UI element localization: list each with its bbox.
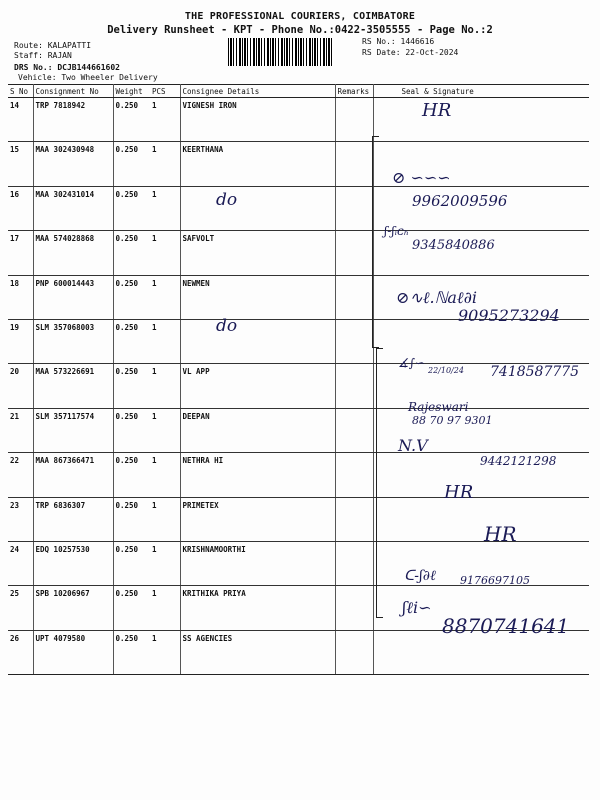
cell-remarks: [335, 275, 373, 319]
table-row: [8, 319, 589, 363]
cell-weight: 0.250: [113, 586, 150, 630]
rs-date: RS Date: 22-Oct-2024: [362, 48, 459, 57]
table-row: [8, 408, 589, 452]
cell-consignment: SLM 357068003: [33, 319, 113, 363]
signature-scribble: ⊘∿ℓ.ℕaℓ∂i: [396, 288, 477, 307]
cell-sno: 26: [8, 630, 33, 674]
signature-scribble: ᑕ-ʃ∂ℓ: [404, 568, 436, 584]
cell-weight: 0.250: [113, 541, 150, 585]
signature-scribble: ʃ-ʃᵢᴄₕ: [384, 224, 409, 238]
cell-consignee: [180, 186, 335, 230]
cell-remarks: [335, 98, 373, 142]
cell-consignee: SS AGENCIES: [180, 630, 335, 674]
pen-bracket: [376, 348, 383, 618]
cell-consignee: KRITHIKA PRIYA: [180, 586, 335, 630]
cell-sno: 16: [8, 186, 33, 230]
cell-weight: 0.250: [113, 319, 150, 363]
cell-pcs: 1: [150, 186, 180, 230]
staff-label: Staff: RAJAN: [14, 51, 72, 60]
cell-pcs: 1: [150, 364, 180, 408]
cell-sno: 14: [8, 98, 33, 142]
ditto-mark: do: [216, 190, 238, 210]
barcode: [228, 38, 334, 66]
cell-consignment: SPB 10206967: [33, 586, 113, 630]
cell-pcs: 1: [150, 453, 180, 497]
signature-scribble: ∡∫∽: [398, 356, 426, 370]
cell-pcs: 1: [150, 98, 180, 142]
col-consignee: Consignee Details: [180, 85, 335, 98]
cell-consignee: PRIMETEX: [180, 497, 335, 541]
signature-row-23: HR: [444, 482, 474, 503]
cell-remarks: [335, 497, 373, 541]
signature-name-row-22: N.V: [398, 436, 428, 455]
drs-number: DRS No.: DCJB144661602: [14, 63, 120, 72]
col-consignment: Consignment No: [33, 85, 113, 98]
table-row: [8, 142, 589, 186]
signature-row-24: HR: [484, 522, 517, 546]
cell-sno: 23: [8, 497, 33, 541]
runsheet-subtitle: Delivery Runsheet - KPT - Phone No.:0422-3505555 - Page No.:2: [107, 24, 493, 36]
cell-consignee: SAFVOLT: [180, 231, 335, 275]
cell-remarks: [335, 541, 373, 585]
cell-weight: 0.250: [113, 275, 150, 319]
cell-consignment: MAA 573226691: [33, 364, 113, 408]
cell-consignment: MAA 302431014: [33, 186, 113, 230]
cell-consignment: MAA 302430948: [33, 142, 113, 186]
signature-row-25: 9176697105: [460, 574, 530, 587]
pen-bracket: [372, 136, 379, 348]
signature-date-row-20: 22/10/24: [428, 366, 464, 375]
signature-row-16: 9962009596: [412, 192, 508, 210]
cell-signature: [373, 98, 589, 142]
cell-weight: 0.250: [113, 497, 150, 541]
cell-consignment: MAA 867366471: [33, 453, 113, 497]
cell-weight: 0.250: [113, 408, 150, 452]
cell-consignee: VIGNESH IRON: [180, 98, 335, 142]
cell-pcs: 1: [150, 231, 180, 275]
signature-name-row-21: Rajeswari: [408, 400, 469, 414]
cell-consignee: NETHRA HI: [180, 453, 335, 497]
cell-consignment: SLM 357117574: [33, 408, 113, 452]
cell-pcs: 1: [150, 586, 180, 630]
signature-row-17: 9345840886: [412, 238, 495, 253]
col-sno: S No: [8, 85, 33, 98]
cell-remarks: [335, 186, 373, 230]
cell-weight: 0.250: [113, 364, 150, 408]
cell-consignee: NEWMEN: [180, 275, 335, 319]
cell-remarks: [335, 586, 373, 630]
cell-weight: 0.250: [113, 453, 150, 497]
cell-weight: 0.250: [113, 186, 150, 230]
cell-remarks: [335, 364, 373, 408]
cell-sno: 21: [8, 408, 33, 452]
cell-remarks: [335, 142, 373, 186]
table-header-row: [8, 85, 589, 98]
cell-weight: 0.250: [113, 142, 150, 186]
cell-pcs: 1: [150, 497, 180, 541]
cell-consignment: PNP 600014443: [33, 275, 113, 319]
table-row: [8, 98, 589, 142]
cell-sno: 19: [8, 319, 33, 363]
cell-remarks: [335, 453, 373, 497]
cell-consignee: DEEPAN: [180, 408, 335, 452]
cell-pcs: 1: [150, 275, 180, 319]
cell-pcs: 1: [150, 142, 180, 186]
cell-remarks: [335, 408, 373, 452]
cell-consignment: MAA 574028868: [33, 231, 113, 275]
cell-consignment: TRP 7818942: [33, 98, 113, 142]
cell-pcs: 1: [150, 541, 180, 585]
cell-pcs: 1: [150, 319, 180, 363]
cell-signature: [373, 497, 589, 541]
vehicle-label: Vehicle: Two Wheeler Delivery: [18, 73, 158, 82]
cell-remarks: [335, 231, 373, 275]
cell-consignment: TRP 6836307: [33, 497, 113, 541]
cell-remarks: [335, 319, 373, 363]
cell-sno: 18: [8, 275, 33, 319]
cell-consignee: KRISHNAMOORTHI: [180, 541, 335, 585]
signature-row-19: 9095273294: [458, 306, 560, 325]
cell-consignee: KEERTHANA: [180, 142, 335, 186]
col-seal: Seal & Signature: [373, 85, 589, 98]
cell-consignment: EDQ 10257530: [33, 541, 113, 585]
signature-scribble: ʃℓi∽: [402, 598, 432, 617]
cell-consignment: UPT 4079580: [33, 630, 113, 674]
route-label: Route: KALAPATTI: [14, 41, 92, 50]
ditto-mark: do: [216, 316, 238, 336]
cell-weight: 0.250: [113, 231, 150, 275]
cell-sno: 20: [8, 364, 33, 408]
signature-scribble: ⊘ ∽∽∽: [392, 168, 451, 187]
cell-sno: 17: [8, 231, 33, 275]
cell-sno: 22: [8, 453, 33, 497]
signature-row-20: 7418587775: [490, 364, 580, 380]
col-weight: Weight: [113, 85, 150, 98]
company-title: THE PROFESSIONAL COURIERS, COIMBATORE: [184, 11, 416, 22]
cell-sno: 15: [8, 142, 33, 186]
cell-weight: 0.250: [113, 98, 150, 142]
cell-weight: 0.250: [113, 630, 150, 674]
cell-sno: 25: [8, 586, 33, 630]
col-pcs: PCS: [150, 85, 180, 98]
col-remarks: Remarks: [335, 85, 373, 98]
cell-pcs: 1: [150, 630, 180, 674]
signature-row-14: HR: [422, 100, 452, 121]
cell-consignee: VL APP: [180, 364, 335, 408]
signature-row-26: 8870741641: [442, 614, 570, 638]
cell-consignee: [180, 319, 335, 363]
cell-sno: 24: [8, 541, 33, 585]
cell-pcs: 1: [150, 408, 180, 452]
signature-row-21: 88 70 97 9301: [412, 414, 493, 427]
cell-remarks: [335, 630, 373, 674]
table-row: [8, 231, 589, 275]
signature-row-22: 9442121298: [480, 454, 557, 468]
rs-number: RS No.: 1446616: [362, 37, 435, 46]
